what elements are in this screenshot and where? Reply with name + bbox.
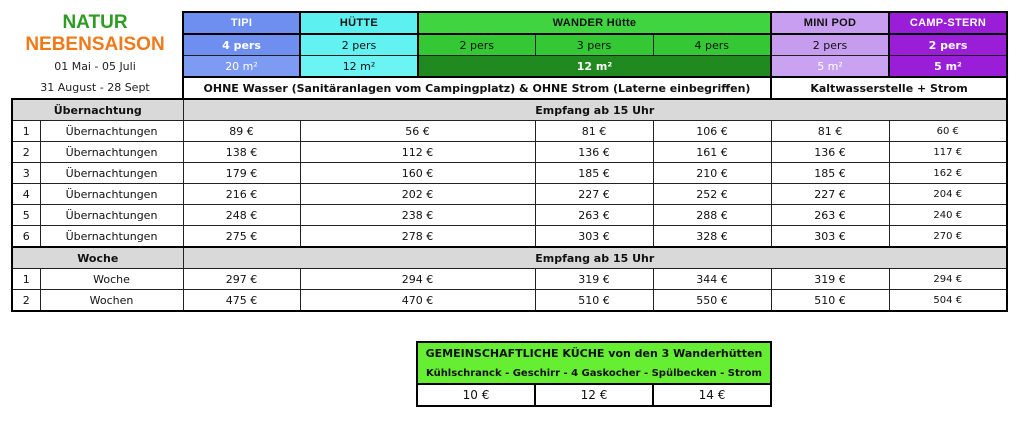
price-tipi: 138 € (183, 142, 300, 163)
table-row (12, 226, 1007, 248)
kitchen-title: GEMEINSCHAFTLICHE KÜCHE von den 3 Wanderhütten (417, 342, 771, 363)
price-tipi: 248 € (183, 205, 300, 226)
row-index: 1 (12, 269, 40, 290)
kitchen-table (416, 341, 772, 407)
pers-tipi: 4 pers (183, 34, 300, 56)
area-huette: 12 m² (300, 56, 418, 78)
section-night-header (12, 99, 1007, 121)
pers-minipod: 2 pers (771, 34, 889, 56)
price-tipi: 275 € (183, 226, 300, 248)
price-huette-wander2: 160 € (300, 163, 535, 184)
area-wander: 12 m² (418, 56, 771, 78)
row-label: Übernachtungen (40, 226, 183, 248)
price-tipi: 475 € (183, 290, 300, 312)
price-tipi: 89 € (183, 121, 300, 142)
price-wander4: 161 € (653, 142, 771, 163)
price-huette-wander2: 278 € (300, 226, 535, 248)
price-tipi: 179 € (183, 163, 300, 184)
price-wander4: 344 € (653, 269, 771, 290)
col-minipod: MINI POD (771, 12, 889, 34)
note-no-utilities: OHNE Wasser (Sanitäranlagen vom Campingplatz) & OHNE Strom (Laterne einbegriffen) (183, 77, 771, 99)
price-wander3: 510 € (535, 290, 653, 312)
price-wander3: 81 € (535, 121, 653, 142)
area-tipi: 20 m² (183, 56, 300, 78)
price-minipod: 510 € (771, 290, 889, 312)
price-minipod: 319 € (771, 269, 889, 290)
brand-season: NEBENSAISON (25, 34, 165, 55)
brand-title: NATUR (62, 12, 128, 33)
pers-wander-3: 3 pers (535, 34, 653, 56)
table-row (12, 163, 1007, 184)
table-row (12, 142, 1007, 163)
row-index: 6 (12, 226, 40, 248)
kitchen-price-3: 12 € (535, 384, 653, 406)
header-row-persons (12, 34, 1007, 56)
row-label: Übernachtungen (40, 184, 183, 205)
price-wander4: 106 € (653, 121, 771, 142)
col-campstern: CAMP-STERN (889, 12, 1007, 34)
table-row (12, 290, 1007, 312)
price-wander4: 550 € (653, 290, 771, 312)
price-table (11, 11, 1008, 312)
season-dates-2: 31 August - 28 Sept (40, 81, 150, 94)
price-wander4: 288 € (653, 205, 771, 226)
price-campstern: 117 € (889, 142, 1007, 163)
section-week-label: Woche (12, 247, 183, 269)
note-utilities: Kaltwasserstelle + Strom (771, 77, 1007, 99)
price-campstern: 204 € (889, 184, 1007, 205)
pers-wander-2: 2 pers (418, 34, 535, 56)
price-wander3: 185 € (535, 163, 653, 184)
price-campstern: 294 € (889, 269, 1007, 290)
price-huette-wander2: 202 € (300, 184, 535, 205)
section-night-reception: Empfang ab 15 Uhr (183, 99, 1007, 121)
row-label: Übernachtungen (40, 205, 183, 226)
table-row (12, 121, 1007, 142)
price-campstern: 162 € (889, 163, 1007, 184)
area-campstern: 5 m² (889, 56, 1007, 78)
row-index: 2 (12, 142, 40, 163)
row-label: Woche (40, 269, 183, 290)
price-wander4: 210 € (653, 163, 771, 184)
price-huette-wander2: 112 € (300, 142, 535, 163)
price-minipod: 263 € (771, 205, 889, 226)
price-huette-wander2: 56 € (300, 121, 535, 142)
section-week-reception: Empfang ab 15 Uhr (183, 247, 1007, 269)
price-campstern: 60 € (889, 121, 1007, 142)
price-tipi: 216 € (183, 184, 300, 205)
header-row-area (12, 56, 1007, 78)
kitchen-price-2: 10 € (417, 384, 535, 406)
price-wander3: 263 € (535, 205, 653, 226)
table-row (12, 184, 1007, 205)
row-index: 3 (12, 163, 40, 184)
price-huette-wander2: 294 € (300, 269, 535, 290)
price-campstern: 270 € (889, 226, 1007, 248)
price-minipod: 136 € (771, 142, 889, 163)
row-label: Übernachtungen (40, 121, 183, 142)
col-huette: HÜTTE (300, 12, 418, 34)
area-minipod: 5 m² (771, 56, 889, 78)
section-week-header (12, 247, 1007, 269)
row-label: Übernachtungen (40, 142, 183, 163)
header-row-titles (12, 12, 1007, 34)
price-wander3: 227 € (535, 184, 653, 205)
pers-huette: 2 pers (300, 34, 418, 56)
table-row (12, 205, 1007, 226)
row-index: 5 (12, 205, 40, 226)
price-huette-wander2: 470 € (300, 290, 535, 312)
notes-row (12, 77, 1007, 99)
pers-wander-4: 4 pers (653, 34, 771, 56)
price-minipod: 227 € (771, 184, 889, 205)
price-tipi: 297 € (183, 269, 300, 290)
price-minipod: 185 € (771, 163, 889, 184)
price-minipod: 303 € (771, 226, 889, 248)
price-campstern: 504 € (889, 290, 1007, 312)
season-dates-1: 01 Mai - 05 Juli (54, 60, 136, 73)
price-wander3: 319 € (535, 269, 653, 290)
row-label: Übernachtungen (40, 163, 183, 184)
section-night-label: Übernachtung (12, 99, 183, 121)
price-minipod: 81 € (771, 121, 889, 142)
row-index: 4 (12, 184, 40, 205)
price-campstern: 240 € (889, 205, 1007, 226)
kitchen-subtitle: Kühlschranck - Geschirr - 4 Gaskocher - Spülbecken - Strom (417, 363, 771, 384)
kitchen-price-4: 14 € (653, 384, 771, 406)
col-wander: WANDER Hütte (418, 12, 771, 34)
row-index: 1 (12, 121, 40, 142)
row-index: 2 (12, 290, 40, 312)
col-tipi: TIPI (183, 12, 300, 34)
price-huette-wander2: 238 € (300, 205, 535, 226)
table-row (12, 269, 1007, 290)
price-wander4: 328 € (653, 226, 771, 248)
price-wander3: 303 € (535, 226, 653, 248)
pers-campstern: 2 pers (889, 34, 1007, 56)
row-label: Wochen (40, 290, 183, 312)
price-wander4: 252 € (653, 184, 771, 205)
price-wander3: 136 € (535, 142, 653, 163)
